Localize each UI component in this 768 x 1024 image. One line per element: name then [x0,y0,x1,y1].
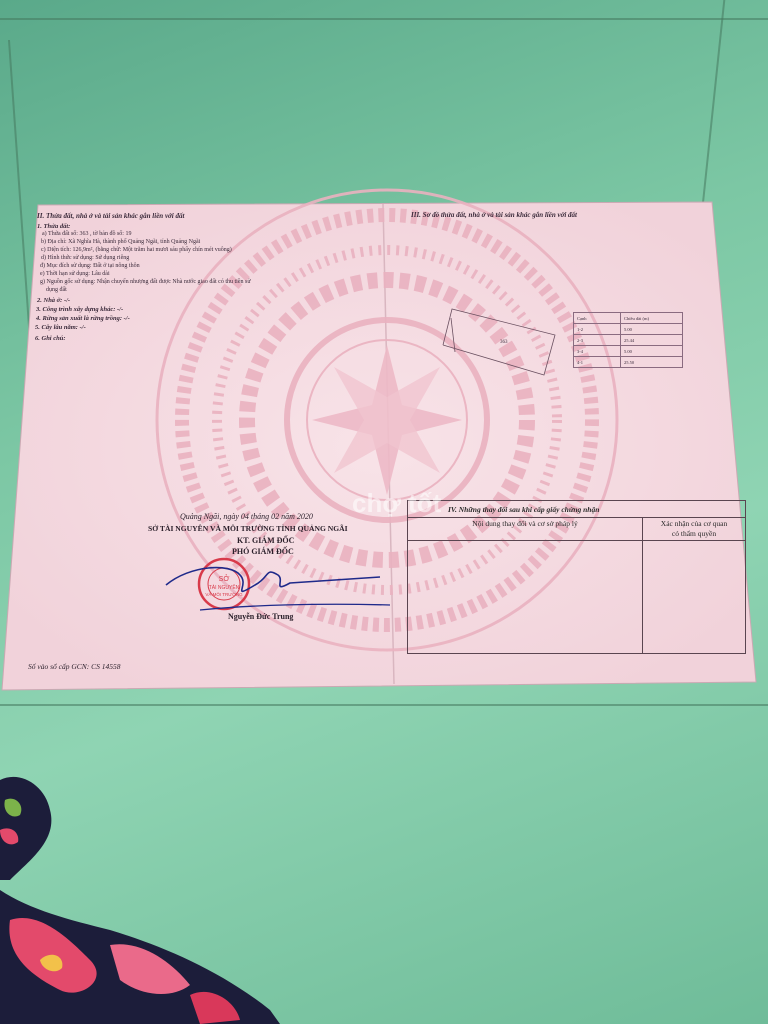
changes-col-confirm-line1: Xác nhận của cơ quan [660,519,728,528]
measure-length: 5.00 [621,324,683,335]
signature [160,555,400,615]
measure-edge: 2-3 [574,335,621,346]
agency-name: SỞ TÀI NGUYÊN VÀ MÔI TRƯỜNG TỈNH QUẢNG NGÃI [148,524,348,533]
house-line: 2. Nhà ở: -/- [37,297,71,304]
measure-header-edge: Cạnh [574,313,621,324]
place-date: Quảng Ngãi, ngày 04 tháng 02 năm 2020 [180,512,313,521]
changes-col-content: Nội dung thay đổi và cơ sở pháp lý [408,518,643,541]
measure-table [573,312,683,368]
section-iii-title: III. Sơ đồ thửa đất, nhà ở và tài sản khác gắn liền với đất [411,211,577,219]
measure-edge: 1-2 [574,324,621,335]
measure-row [574,324,683,335]
svg-text:TÀI NGUYÊN: TÀI NGUYÊN [208,585,240,591]
changes-empty-content [408,541,643,654]
land-line-6: e) Thời hạn sử dụng: Lâu dài [40,271,110,277]
watermark: chợ tốt [352,488,442,518]
measure-row [574,335,683,346]
land-line-5: đ) Mục đích sử dụng: Đất ở tại nông thôn [40,263,140,269]
measure-row [574,346,683,357]
changes-col-confirm-line2: có thẩm quyền [671,529,717,538]
changes-header-row [408,518,746,541]
land-line-2: b) Địa chỉ: Xã Nghĩa Hà, thành phố Quảng Ngãi, tỉnh Quảng Ngãi [41,239,201,245]
measure-length: 25.44 [621,335,683,346]
measure-edge: 3-4 [574,346,621,357]
svg-text:VÀ MÔI TRƯỜNG: VÀ MÔI TRƯỜNG [205,592,243,597]
measure-header-length: Chiều dài (m) [621,313,683,324]
land-line-8: dụng đất [46,287,67,293]
land-line-1: a) Thửa đất số: 363 , tờ bản đồ số: 19 [42,231,132,237]
section-ii-title: II. Thửa đất, nhà ở và tài sản khác gắn liền với đất [37,212,185,220]
plot-label: 363 [500,340,508,345]
changes-table [407,500,746,654]
changes-title-row [408,501,746,518]
signer-name: Nguyễn Đức Trung [228,612,294,621]
svg-text:SỞ: SỞ [218,576,230,583]
measure-header-row [574,313,683,324]
land-line-7: g) Nguồn gốc sử dụng: Nhận chuyển nhượng đất được Nhà nước giao đất có thu tiền sử [40,279,251,285]
role-kt: KT. GIÁM ĐỐC [237,536,295,545]
measure-row [574,357,683,368]
changes-title: IV. Những thay đổi sau khi cấp giấy chứng nhận [408,501,746,518]
measure-length: 5.00 [621,346,683,357]
fabric-corner [0,770,280,1024]
forest-line: 4. Rừng sản xuất là rừng trồng: -/- [36,315,130,322]
role-deputy: PHÓ GIÁM ĐỐC [232,547,294,556]
perennial-line: 5. Cây lâu năm: -/- [35,324,86,331]
changes-empty-confirm [643,541,746,654]
measure-length: 25.50 [621,357,683,368]
register-number: Số vào sổ cấp GCN: CS 14558 [28,662,121,671]
land-line-3: c) Diện tích: 126,9m², (bằng chữ: Một trăm hai mươi sáu phẩy chín mét vuông) [41,247,232,253]
changes-empty-row [408,541,746,654]
changes-col-confirm [643,518,746,541]
note-line: 6. Ghi chú: [35,335,66,342]
land-line-4: d) Hình thức sử dụng: Sử dụng riêng [41,255,130,261]
land-header: 1. Thửa đất: [37,223,71,230]
construction-line: 3. Công trình xây dựng khác: -/- [36,306,124,313]
measure-edge: 4-1 [574,357,621,368]
